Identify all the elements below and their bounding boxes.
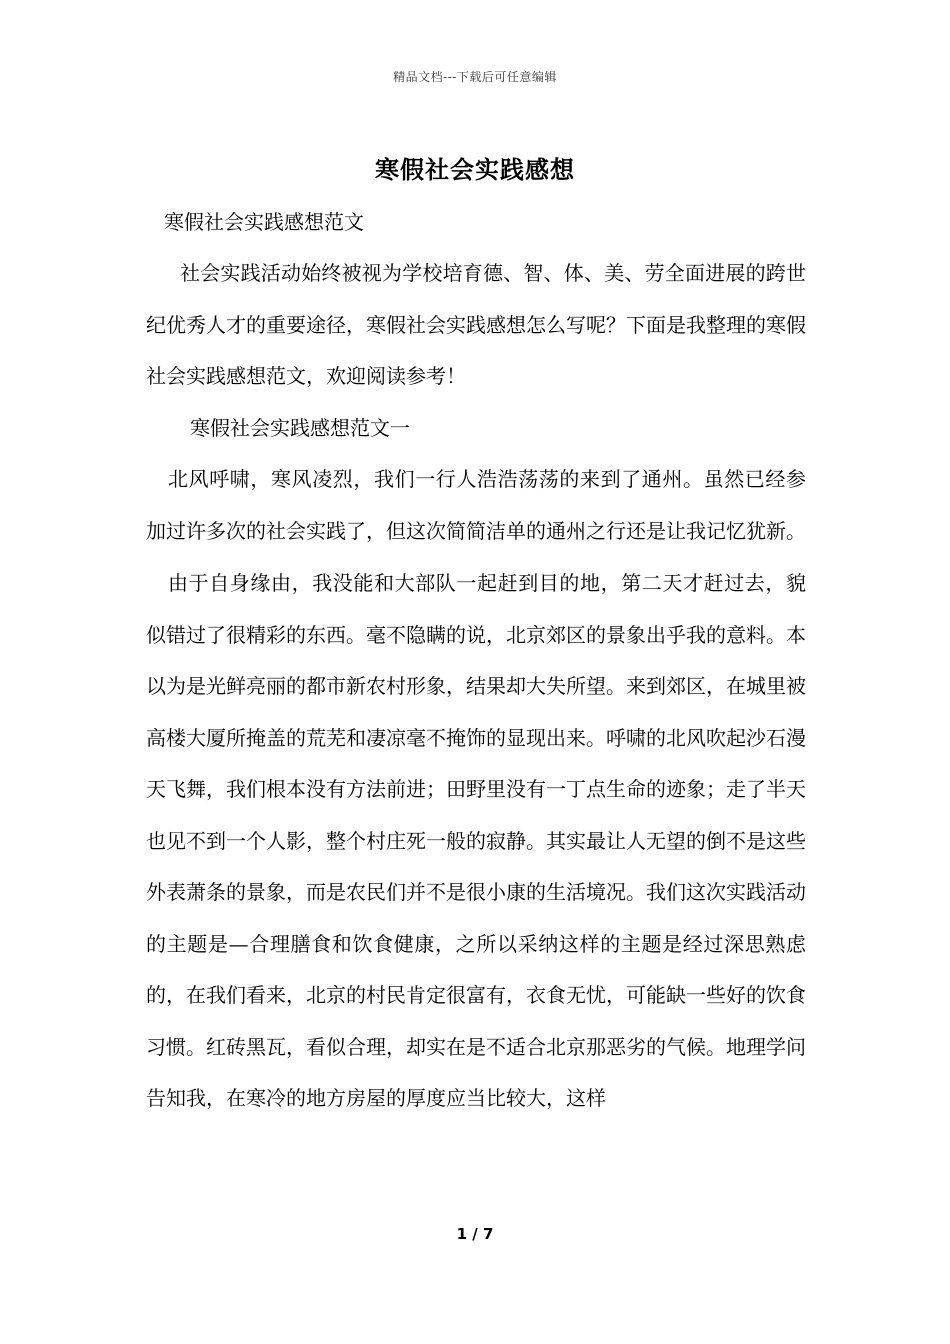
body-paragraph-2: 由于自身缘由，我没能和大部队一起赶到目的地，第二天才赶过去，貌似错过了很精彩的东西。毫不隐瞒的说，北京郊区的景象出乎我的意料。本以为是光鲜亮丽的都市新农村形象，结果却大失所望。来到郊区，在城里被高楼大厦所掩盖的荒芜和凄凉毫不掩饰的显现出来。呼啸的北风吹起沙石漫天飞舞，我们根本没有方法前进；田野里没有一丁点生命的迹象；走了半天也见不到一个人影，整个村庄死一般的寂静。其实最让人无望的倒不是这些外表萧条的景象，而是农民们并不是很小康的生活境况。我们这次实践活动的主题是—合理膳食和饮食健康，之所以采纳这样的主题是经过深思熟虑的，在我们看来，北京的村民肯定很富有，衣食无忧，可能缺一些好的饮食习惯。红砖黑瓦，看似合理，却实在是不适合北京那恶劣的气候。地理学问告知我，在寒冷的地方房屋的厚度应当比较大，这样 xyxy=(146,571,806,1110)
document-body xyxy=(146,200,806,1125)
page-number: 1 / 7 xyxy=(456,1225,494,1243)
document-title: 寒假社会实践感想 xyxy=(375,155,575,184)
intro-paragraph: 社会实践活动始终被视为学校培育德、智、体、美、劳全面进展的跨世纪优秀人才的重要途径，寒假社会实践感想怎么写呢？下面是我整理的寒假社会实践感想范文，欢迎阅读参考！ xyxy=(146,261,806,388)
section-title: 寒假社会实践感想范文一 xyxy=(190,415,410,440)
header-note: 精品文档---下载后可任意编辑 xyxy=(393,70,557,84)
body-paragraph-1: 北风呼啸，寒风凌烈，我们一行人浩浩荡荡的来到了通州。虽然已经参加过许多次的社会实践了，但这次简简洁单的通州之行还是让我记忆犹新。 xyxy=(146,467,806,543)
document-subtitle: 寒假社会实践感想范文 xyxy=(164,210,364,234)
